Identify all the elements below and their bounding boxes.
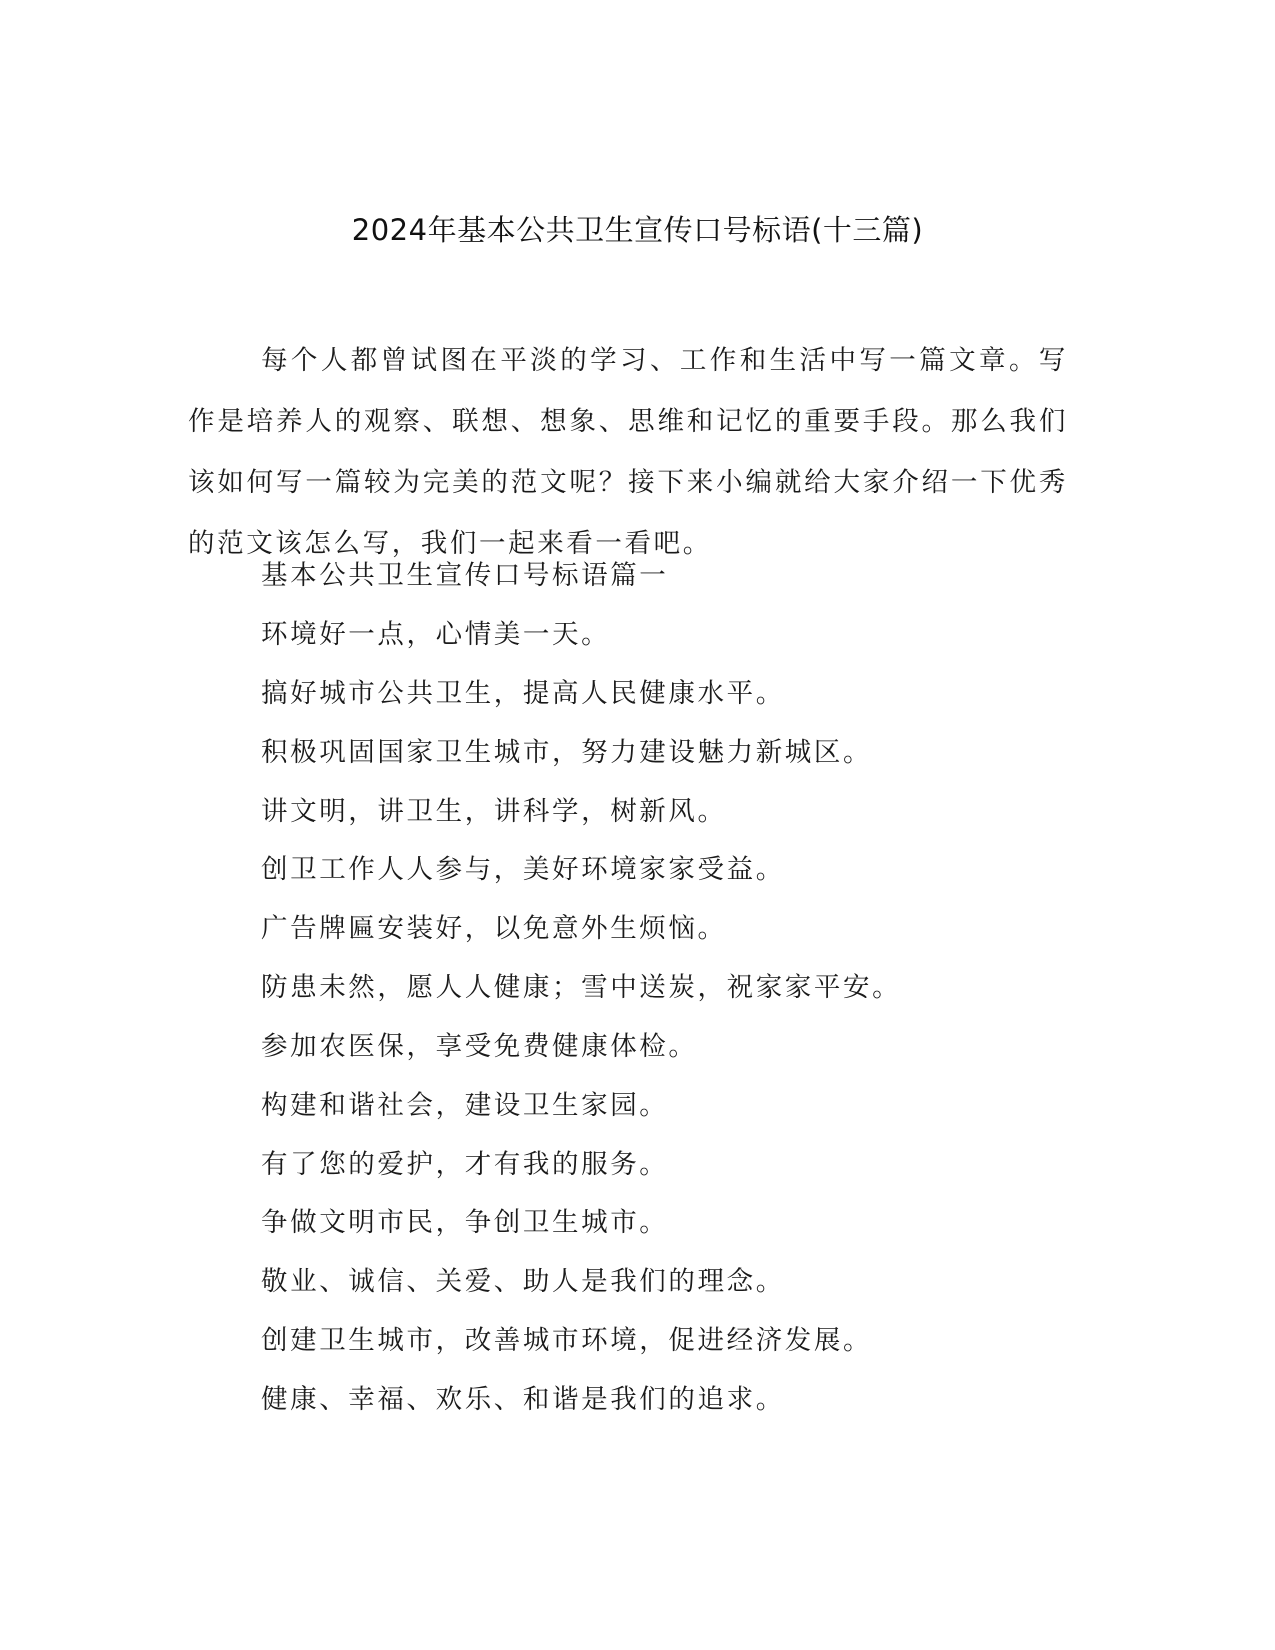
slogan-line: 敬业、诚信、关爱、助人是我们的理念。 <box>261 1266 785 1297</box>
slogan-line: 健康、幸福、欢乐、和谐是我们的追求。 <box>261 1384 785 1415</box>
intro-paragraph: 每个人都曾试图在平淡的学习、工作和生活中写一篇文章。写作是培养人的观察、联想、想象、思维和记忆的重要手段。那么我们该如何写一篇较为完美的范文呢？接下来小编就给大家介绍一下优秀的范文该怎么写，我们一起来看一看吧。 <box>188 345 1068 559</box>
document-title: 2024年基本公共卫生宣传口号标语(十三篇) <box>351 213 924 247</box>
slogan-line: 积极巩固国家卫生城市，努力建设魅力新城区。 <box>261 737 873 768</box>
slogan-line: 创卫工作人人参与，美好环境家家受益。 <box>261 854 785 885</box>
slogan-line: 搞好城市公共卫生，提高人民健康水平。 <box>261 678 785 709</box>
slogan-line: 争做文明市民，争创卫生城市。 <box>261 1207 669 1238</box>
slogan-line: 防患未然，愿人人健康；雪中送炭，祝家家平安。 <box>261 972 902 1003</box>
slogan-line: 构建和谐社会，建设卫生家园。 <box>261 1090 669 1121</box>
slogan-line: 创建卫生城市，改善城市环境，促进经济发展。 <box>261 1325 873 1356</box>
slogan-line: 环境好一点，心情美一天。 <box>261 619 611 650</box>
slogan-line: 广告牌匾安装好，以免意外生烦恼。 <box>261 913 727 944</box>
slogan-line: 有了您的爱护，才有我的服务。 <box>261 1149 669 1180</box>
slogan-line: 参加农医保，享受免费健康体检。 <box>261 1031 698 1062</box>
slogan-line: 讲文明，讲卫生，讲科学，树新风。 <box>261 796 727 827</box>
section-heading: 基本公共卫生宣传口号标语篇一 <box>261 560 669 591</box>
